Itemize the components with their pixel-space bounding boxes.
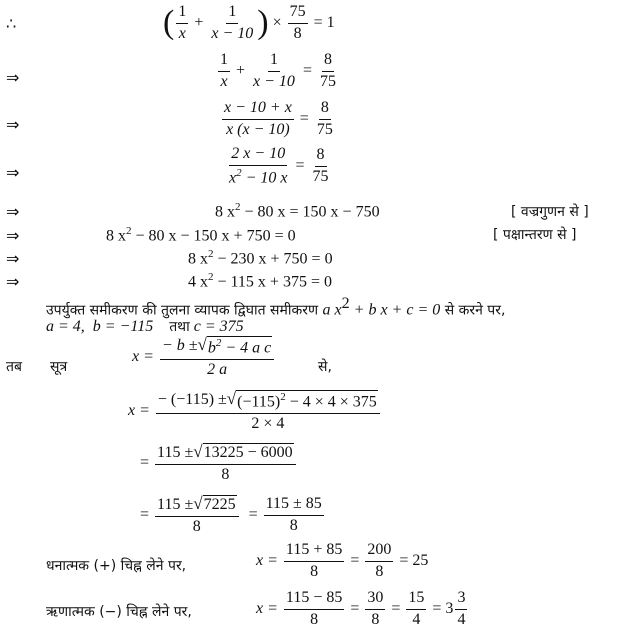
fraction: $\frac{1}{x - 10}$	[253, 51, 295, 90]
right-paren: )	[257, 4, 269, 41]
fraction: $\frac{115 + 85}{8}$	[285, 541, 343, 580]
implies-symbol: ⇒	[6, 202, 20, 221]
equation-line-8: 4 $x^2 - 115$ x + 375 = 0	[188, 271, 332, 291]
fraction: $\frac{1}{x}$	[220, 51, 228, 90]
implies-symbol: ⇒	[6, 272, 20, 291]
positive-sign-label: धनात्मक (+) चिह्न लेने पर,	[46, 558, 187, 574]
fraction: $\frac{115 \pm 85}{8}$	[265, 495, 322, 534]
substituted-formula: x = − (−115) ± √ $(-115)^2 - 4 \times 4 \times 375$ 2 × 4	[128, 390, 382, 433]
comparison-sentence: उपर्युक्त समीकरण की तुलना व्यापक द्विघात समीकरण a $x^2 + b$ x + c = 0 से करने पर,	[46, 295, 506, 319]
fraction: $\frac{115 - 85}{8}$	[285, 589, 343, 628]
therefore-symbol: ∴	[6, 14, 17, 33]
simplification-step-2: = 115 ± √ 7225 8 = $\frac{115 \pm 85}{8}$	[140, 494, 322, 535]
then-label: तब	[6, 359, 22, 375]
fraction: $\frac{3}{4}$	[457, 589, 466, 628]
implies-symbol: ⇒	[6, 226, 20, 245]
cross-multiplication-note: [ वज्रगुणन से ]	[511, 204, 589, 220]
equation-line-6: 8 $x^2 - 80$ x − 150 x + 750 = 0	[106, 225, 296, 245]
fraction: $\frac{1}{x}$	[178, 3, 187, 42]
quadratic-formula: x = − b ± √ $b^2 - 4$ a c 2 a	[132, 336, 276, 379]
negative-root: x = $\frac{115 - 85}{8}$ = $\frac{30}{8}$ = $\frac{15}{4}$ = 3 $\frac{3}{4}$	[256, 589, 466, 628]
equation-line-4: $\frac{2 x - 10}{x^2 - 10 x}$ = $\frac{8}{75}$	[229, 145, 329, 187]
fraction: $\frac{200}{8}$	[367, 541, 392, 580]
formula-label: सूत्र	[50, 359, 68, 375]
fraction: 115 ± √ 7225 8	[155, 495, 239, 536]
fraction: $\frac{8}{75}$	[319, 51, 336, 90]
equation-line-5: 8 $x^2 - 80$ x = 150 x − 750	[215, 201, 380, 221]
equation-line-7: 8 $x^2 - 230$ x + 750 = 0	[188, 248, 333, 268]
equation-line-3: $\frac{x - 10 + x}{x (x - 10)}$ = $\frac{8}{75}$	[224, 99, 333, 138]
implies-symbol: ⇒	[6, 68, 20, 87]
fraction: $\frac{15}{4}$	[408, 589, 425, 628]
left-paren: (	[163, 4, 175, 41]
equation-line-1: ( $\frac{1}{x}$ + $\frac{1}{x - 10}$ ) × $\frac{75}{8}$ = 1	[163, 3, 335, 42]
implies-symbol: ⇒	[6, 115, 20, 134]
positive-root: x = $\frac{115 + 85}{8}$ = $\frac{200}{8}$ = 25	[256, 541, 429, 580]
implies-symbol: ⇒	[6, 163, 20, 182]
fraction: $\frac{8}{75}$	[312, 146, 329, 185]
fraction: 115 ± √ 13225 − 6000 8	[155, 443, 296, 484]
equation-line-2: $\frac{1}{x}$ + $\frac{1}{x - 10}$ = $\frac{8}{75}$	[220, 51, 336, 90]
implies-symbol: ⇒	[6, 249, 20, 268]
fraction: − b ± √ $b^2 - 4$ a c 2 a	[160, 336, 274, 379]
fraction: $\frac{1}{x - 10}$	[211, 3, 254, 42]
fraction: $\frac{30}{8}$	[367, 589, 384, 628]
fraction: − (−115) ± √ $(-115)^2 - 4 \times 4 \times 375$ 2 × 4	[156, 390, 380, 433]
fraction: $\frac{2 x - 10}{x^2 - 10 x}$	[229, 145, 288, 187]
fraction: $\frac{8}{75}$	[316, 99, 333, 138]
fraction: $\frac{x - 10 + x}{x (x - 10)}$	[224, 99, 292, 138]
transposition-note: [ पक्षान्तरण से ]	[493, 227, 577, 243]
coefficients-line: a = 4, b = −115 तथा c = 375	[46, 318, 244, 335]
fraction: $\frac{75}{8}$	[289, 3, 306, 42]
negative-sign-label: ऋणात्मक (−) चिह्न लेने पर,	[46, 604, 192, 620]
simplification-step-1: = 115 ± √ 13225 − 6000 8	[140, 443, 298, 484]
with-label: से,	[318, 359, 332, 375]
